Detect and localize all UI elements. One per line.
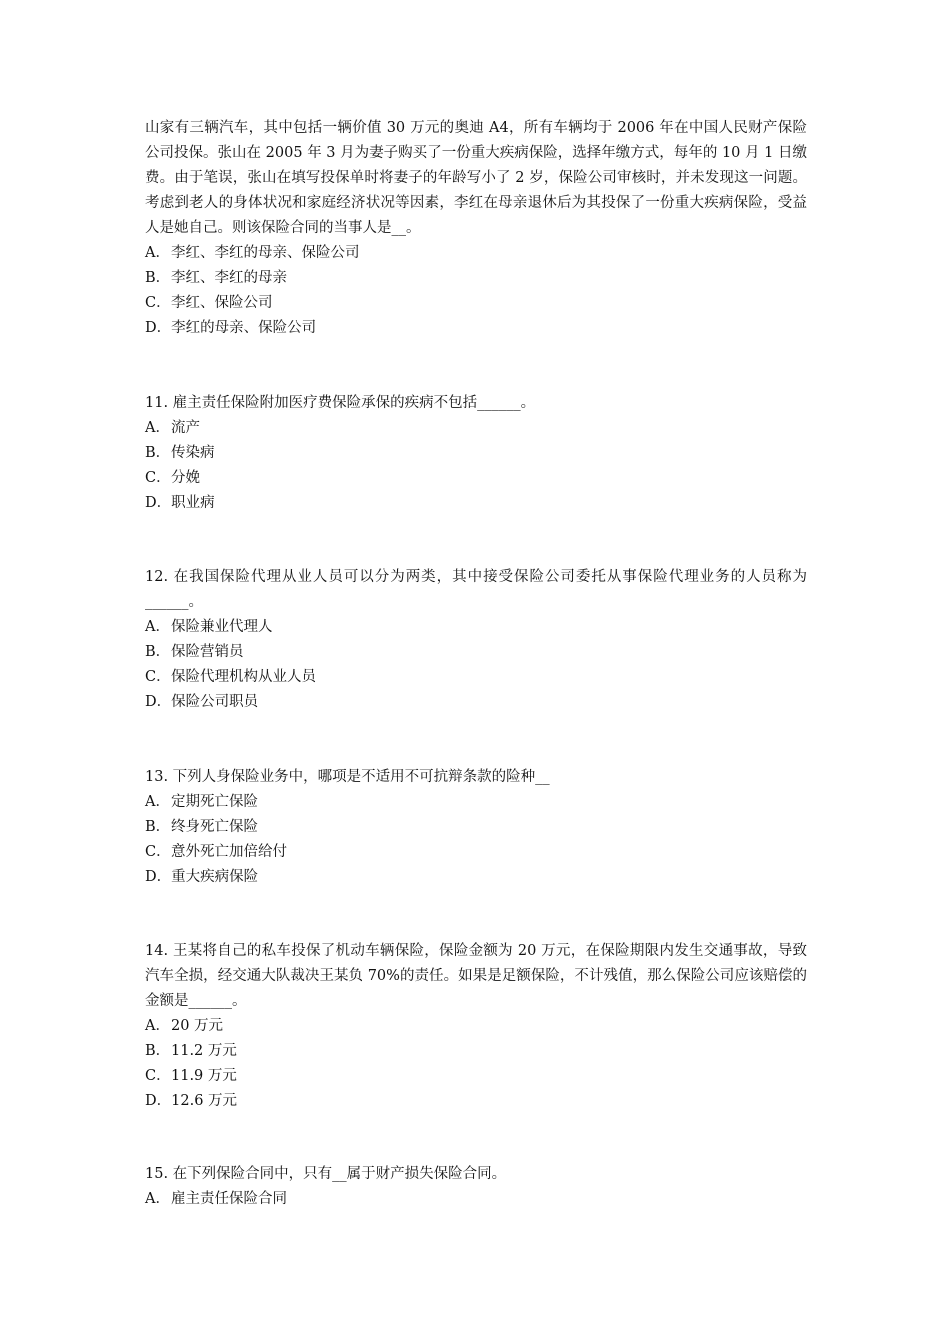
option-b xyxy=(145,640,807,665)
question-stem: 山家有三辆汽车，其中包括一辆价值 30 万元的奥迪 A4，所有车辆均于 2006 年在中国人民财产保险公司投保。张山在 2005 年 3 月为妻子购买了一份重大疾病保险，选择年缴方式，每年的 10 月 1 日缴费。由于笔误，张山在填写投保单时将妻子的年龄写小了 2 岁，保险公司审核时，并未发现这一问题。考虑到老人的身体状况和家庭经济状况等因素，李红在母亲退休后为其投保了一份重大疾病保险，受益人是她自己。则该保险合同的当事人是__。 xyxy=(145,120,807,236)
option-text: 保险代理机构从业人员 xyxy=(171,669,316,685)
option-d xyxy=(145,316,807,341)
option-letter: B． xyxy=(145,644,171,660)
option-text: 12.6 万元 xyxy=(171,1093,238,1109)
option-a xyxy=(145,1014,807,1039)
option-text: 流产 xyxy=(171,420,200,436)
question-stem: 12. 在我国保险代理从业人员可以分为两类，其中接受保险公司委托从事保险代理业务的人员称为______。 xyxy=(145,569,807,610)
question-stem: 13. 下列人身保险业务中，哪项是不适用不可抗辩条款的险种__ xyxy=(145,769,550,785)
option-text: 李红的母亲、保险公司 xyxy=(171,320,317,336)
option-letter: A． xyxy=(145,1018,170,1034)
option-b xyxy=(145,815,807,840)
option-d xyxy=(145,865,807,890)
option-c xyxy=(145,665,807,690)
option-list xyxy=(145,1187,807,1212)
option-text: 李红、李红的母亲 xyxy=(171,270,287,286)
option-letter: B． xyxy=(145,445,171,461)
option-list xyxy=(145,416,807,516)
option-list xyxy=(145,241,807,341)
option-letter: C． xyxy=(145,470,171,486)
option-text: 保险营销员 xyxy=(171,644,244,660)
option-text: 分娩 xyxy=(171,470,200,486)
option-a xyxy=(145,241,807,266)
option-a xyxy=(145,1187,807,1212)
option-text: 传染病 xyxy=(171,445,215,461)
option-text: 保险兼业代理人 xyxy=(171,619,273,635)
option-letter: A． xyxy=(145,794,170,810)
option-text: 11.2 万元 xyxy=(171,1043,237,1059)
option-d xyxy=(145,1089,807,1114)
option-text: 意外死亡加倍给付 xyxy=(171,844,287,860)
option-letter: D． xyxy=(145,320,172,336)
question-stem: 11. 雇主责任保险附加医疗费保险承保的疾病不包括______。 xyxy=(145,395,536,411)
option-list xyxy=(145,615,807,715)
question-11 xyxy=(145,391,807,516)
option-letter: C． xyxy=(145,1068,171,1084)
option-letter: A． xyxy=(145,245,170,261)
option-text: 李红、李红的母亲、保险公司 xyxy=(171,245,360,261)
option-b xyxy=(145,1039,807,1064)
option-letter: D． xyxy=(145,495,172,511)
question-14 xyxy=(145,939,807,1114)
option-letter: B． xyxy=(145,270,171,286)
option-letter: C． xyxy=(145,844,171,860)
option-letter: D． xyxy=(145,1093,172,1109)
question-10 xyxy=(145,116,807,341)
question-12 xyxy=(145,565,807,715)
option-a xyxy=(145,416,807,441)
option-list xyxy=(145,1014,807,1114)
option-text: 定期死亡保险 xyxy=(171,794,258,810)
option-c xyxy=(145,1064,807,1089)
question-stem: 14. 王某将自己的私车投保了机动车辆保险，保险金额为 20 万元，在保险期限内发生交通事故，导致汽车全损，经交通大队裁决王某负 70%的责任。如果是足额保险，不计残值，那么保险公司应该赔偿的金额是______。 xyxy=(145,943,807,1009)
option-d xyxy=(145,690,807,715)
option-text: 终身死亡保险 xyxy=(171,819,258,835)
option-letter: C． xyxy=(145,295,171,311)
option-text: 雇主责任保险合同 xyxy=(171,1191,287,1207)
question-stem: 15. 在下列保险合同中，只有__属于财产损失保险合同。 xyxy=(145,1166,507,1182)
option-c xyxy=(145,291,807,316)
option-letter: D． xyxy=(145,869,172,885)
option-text: 11.9 万元 xyxy=(171,1068,237,1084)
option-text: 重大疾病保险 xyxy=(171,869,259,885)
option-letter: B． xyxy=(145,1043,171,1059)
option-text: 保险公司职员 xyxy=(171,694,259,710)
question-15 xyxy=(145,1162,807,1212)
option-letter: B． xyxy=(145,819,171,835)
option-a xyxy=(145,615,807,640)
option-letter: A． xyxy=(145,420,170,436)
option-text: 职业病 xyxy=(171,495,215,511)
option-text: 李红、保险公司 xyxy=(171,295,273,311)
option-letter: D． xyxy=(145,694,172,710)
question-13 xyxy=(145,765,807,890)
option-letter: A． xyxy=(145,1191,170,1207)
option-a xyxy=(145,790,807,815)
option-list xyxy=(145,790,807,890)
option-b xyxy=(145,266,807,291)
option-letter: A． xyxy=(145,619,170,635)
option-b xyxy=(145,441,807,466)
option-d xyxy=(145,491,807,516)
option-c xyxy=(145,466,807,491)
option-letter: C． xyxy=(145,669,171,685)
option-c xyxy=(145,840,807,865)
option-text: 20 万元 xyxy=(171,1018,224,1034)
